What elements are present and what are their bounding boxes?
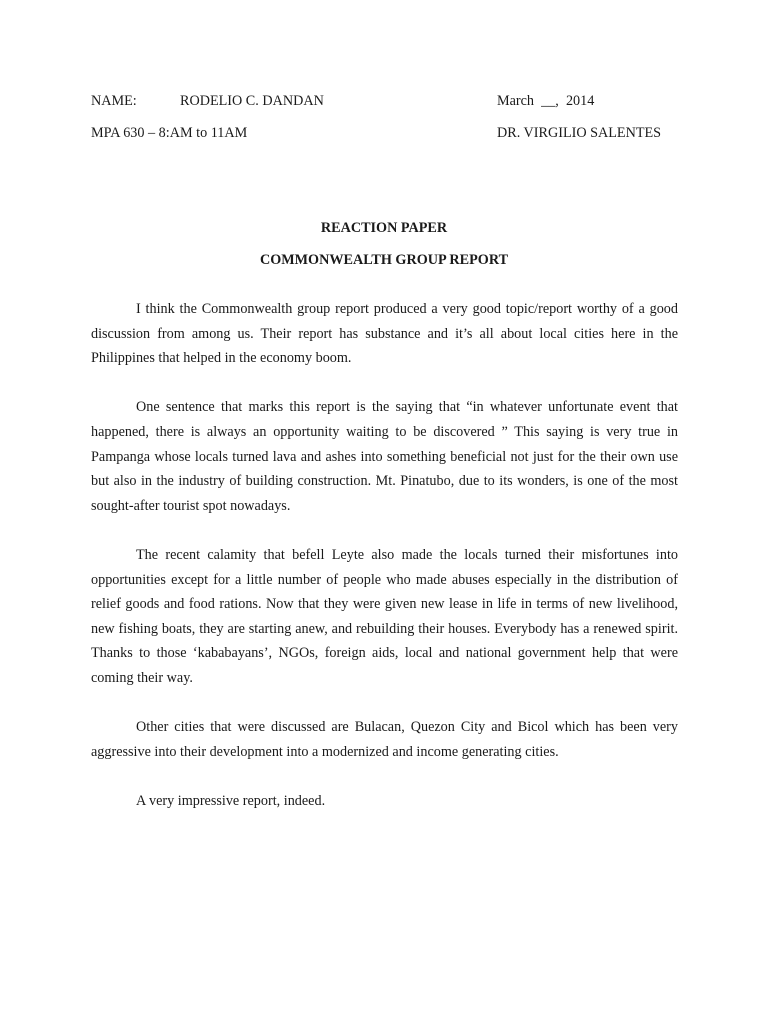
paragraph-1: I think the Commonwealth group report produced a very good topic/report worthy of a good discussion from among us. Their report has substance and it’s all about local cities here in the Philippines that helped in the economy boom. — [91, 301, 678, 367]
student-name: RODELIO C. DANDAN — [180, 93, 324, 109]
course-schedule: MPA 630 – 8:AM to 11AM — [91, 125, 248, 141]
paragraph-5: A very impressive report, indeed. — [136, 792, 326, 809]
name-label: NAME: — [91, 93, 137, 109]
paragraph-4: Other cities that were discussed are Bulacan, Quezon City and Bicol which has been very aggressive into their development into a modernized and income generating cities. — [91, 719, 678, 760]
paragraph-2: One sentence that marks this report is the saying that “in whatever unfortunate event that happened, there is always an opportunity waiting to be discovered ” This saying is very true in Pampanga whose locals turned lava and ashes into something beneficial not just for the their own use but also in the industry of building construction. Mt. Pinatubo, due to its wonders, is one of the most sought-after tourist spot nowadays. — [91, 399, 678, 514]
professor-name: DR. VIRGILIO SALENTES — [497, 125, 662, 141]
paragraph-3: The recent calamity that befell Leyte also made the locals turned their misfortunes into opportunities except for a little number of people who made abuses especially in the distribution of relief goods and food rations. Now that they were given new lease in life in terms of new livelihood, new fishing boats, they are starting anew, and rebuilding their houses. Everybody has a renewed spirit. Thanks to those ‘kababayans’, NGOs, foreign aids, local and national government help that were coming their way. — [91, 546, 678, 686]
document-subtitle: COMMONWEALTH GROUP REPORT — [259, 252, 509, 268]
body-text — [91, 297, 678, 813]
date: March __, 2014 — [497, 93, 595, 109]
document-title: REACTION PAPER — [320, 220, 448, 236]
